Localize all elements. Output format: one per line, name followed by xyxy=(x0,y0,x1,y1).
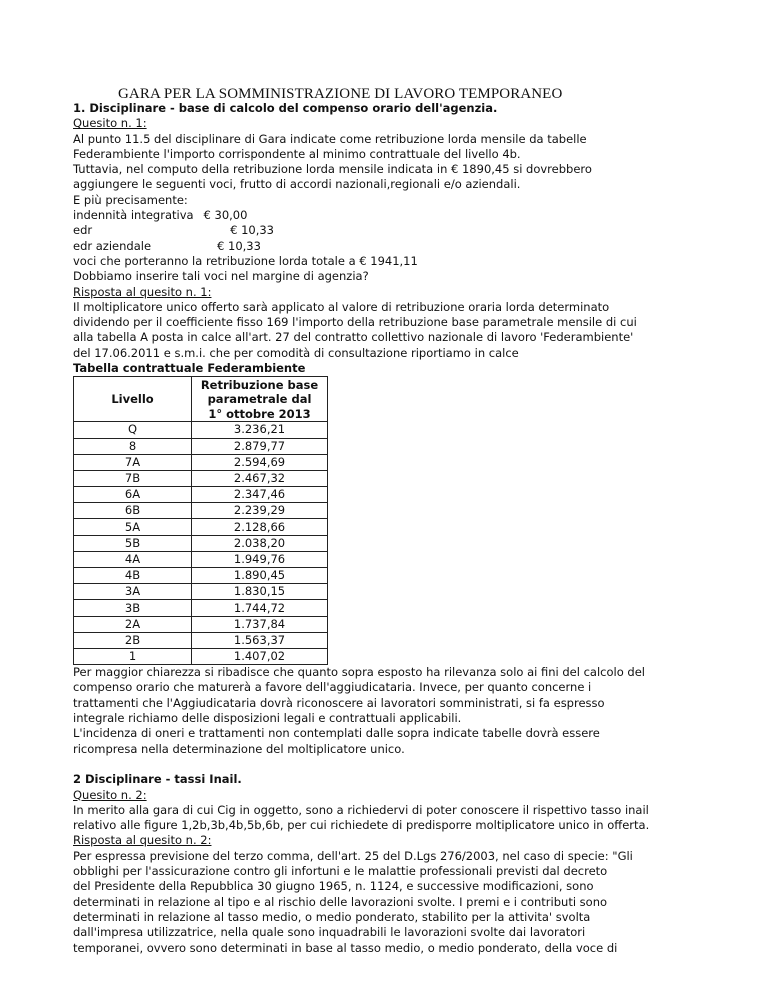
closing-line: ricompresa nella determinazione del moltiplicatore unico. xyxy=(73,741,405,756)
level-cell: 4B xyxy=(74,568,192,584)
table-row xyxy=(74,568,328,584)
question-1-line: aggiungere le seguenti voci, frutto di accordi nazionali,regionali e/o aziendali. xyxy=(73,177,521,192)
level-cell: 6B xyxy=(74,503,192,519)
value-cell: 1.890,45 xyxy=(192,568,328,584)
table-row xyxy=(74,632,328,648)
level-cell: 5A xyxy=(74,519,192,535)
item-label: edr xyxy=(73,223,93,238)
document-title: GARA PER LA SOMMINISTRAZIONE DI LAVORO TEMPORANEO xyxy=(118,86,563,102)
table-row xyxy=(74,470,328,486)
table-row xyxy=(74,648,328,664)
closing-line: Per maggior chiarezza si ribadisce che quanto sopra esposto ha rilevanza solo ai fini del calcolo del xyxy=(73,665,645,680)
answer-2-line: determinati in relazione al tasso medio, o medio ponderato, stabilito per la attivita' svolta xyxy=(73,909,591,924)
level-cell: 6A xyxy=(74,487,192,503)
answer-2-line: temporanei, ovvero sono determinati in base al tasso medio, o medio ponderato, della voce di xyxy=(73,940,618,955)
answer-2-line: obblighi per l'assicurazione contro gli infortuni e le malattie professionali previsti dal decreto xyxy=(73,864,608,879)
section-1-heading: 1. Disciplinare - base di calcolo del compenso orario dell'agenzia. xyxy=(73,101,498,115)
closing-line: trattamenti che l'Aggiudicataria dovrà riconoscere ai lavoratori somministrati, si fa espresso xyxy=(73,695,605,710)
value-cell: 2.347,46 xyxy=(192,487,328,503)
table-row xyxy=(74,454,328,470)
closing-line: compenso orario che maturerà a favore dell'aggiudicataria. Invece, per quanto concerne i xyxy=(73,680,592,695)
level-cell: 5B xyxy=(74,535,192,551)
table-row xyxy=(74,487,328,503)
federambiente-table xyxy=(73,376,328,665)
table-row xyxy=(74,438,328,454)
question-1-line: Federambiente l'importo corrispondente al minimo contrattuale del livello 4b. xyxy=(73,146,521,161)
answer-1-line: Il moltiplicatore unico offerto sarà applicato al valore di retribuzione oraria lorda determinato xyxy=(73,299,610,314)
level-cell: 2A xyxy=(74,616,192,632)
document-body xyxy=(73,101,713,956)
closing-line: integrale richiamo delle disposizioni legali e contrattuali applicabili. xyxy=(73,711,462,726)
level-cell: 1 xyxy=(74,648,192,664)
question-2-label: Quesito n. 2: xyxy=(73,787,147,802)
answer-2-label: Risposta al quesito n. 2: xyxy=(73,833,212,848)
item-amount: € 10,33 xyxy=(230,223,275,238)
value-cell: 1.407,02 xyxy=(192,648,328,664)
value-cell: 2.128,66 xyxy=(192,519,328,535)
answer-1-label: Risposta al quesito n. 1: xyxy=(73,284,212,299)
item-edr-aziendale xyxy=(73,239,713,254)
answer-1-line: del 17.06.2011 e s.m.i. che per comodità di consultazione riportiamo in calce xyxy=(73,345,519,360)
value-cell: 2.038,20 xyxy=(192,535,328,551)
table-title: Tabella contrattuale Federambiente xyxy=(73,361,306,376)
answer-1-line: alla tabella A posta in calce all'art. 27 del contratto collettivo nazionale di lavoro 'Federambiente' xyxy=(73,330,634,345)
level-cell: 4A xyxy=(74,551,192,567)
table-row xyxy=(74,551,328,567)
total-line: voci che porteranno la retribuzione lorda totale a € 1941,11 xyxy=(73,253,418,268)
table-row xyxy=(74,535,328,551)
question-1-line: E più precisamente: xyxy=(73,192,188,207)
header-line: parametrale dal xyxy=(207,392,312,407)
final-question: Dobbiamo inserire tali voci nel margine di agenzia? xyxy=(73,269,369,284)
level-cell: Q xyxy=(74,422,192,438)
header-livello: Livello xyxy=(74,377,192,422)
section-2-heading: 2 Disciplinare - tassi Inail. xyxy=(73,772,242,787)
level-cell: 3B xyxy=(74,600,192,616)
level-cell: 7B xyxy=(74,470,192,486)
item-indennita-integrativa xyxy=(73,208,713,223)
answer-2-line: dall'impresa utilizzatrice, nella quale sono inquadrabili le lavorazioni svolte dai lavoratori xyxy=(73,925,586,940)
header-line: 1° ottobre 2013 xyxy=(208,406,311,421)
question-1-line: Al punto 11.5 del disciplinare di Gara indicate come retribuzione lorda mensile da tabelle xyxy=(73,131,587,146)
answer-2-line: Per espressa previsione del terzo comma, dell'art. 25 del D.Lgs 276/2003, nel caso di specie: "Gli xyxy=(73,848,633,863)
value-cell: 2.879,77 xyxy=(192,438,328,454)
level-cell: 2B xyxy=(74,632,192,648)
value-cell: 3.236,21 xyxy=(192,422,328,438)
level-cell: 3A xyxy=(74,584,192,600)
table-row xyxy=(74,616,328,632)
table-row xyxy=(74,519,328,535)
question-2-line: In merito alla gara di cui Cig in oggetto, sono a richiedervi di poter conoscere il rispettivo tasso inail xyxy=(73,802,649,817)
value-cell: 1.737,84 xyxy=(192,616,328,632)
question-2-line: relativo alle figure 1,2b,3b,4b,5b,6b, per cui richiedete di predisporre moltiplicatore unico in offerta. xyxy=(73,818,650,833)
value-cell: 1.830,15 xyxy=(192,584,328,600)
table-row xyxy=(74,600,328,616)
value-cell: 1.949,76 xyxy=(192,551,328,567)
question-1-line: Tuttavia, nel computo della retribuzione lorda mensile indicata in € 1890,45 si dovrebbero xyxy=(73,162,592,177)
level-cell: 7A xyxy=(74,454,192,470)
question-1-label: Quesito n. 1: xyxy=(73,116,147,131)
item-label: indennità integrativa xyxy=(73,208,194,223)
table-row xyxy=(74,584,328,600)
value-cell: 2.467,32 xyxy=(192,470,328,486)
table-row xyxy=(74,503,328,519)
item-label: edr aziendale xyxy=(73,238,152,253)
table-header-row xyxy=(74,377,328,422)
answer-1-line: dividendo per il coefficiente fisso 169 l'importo della retribuzione base parametrale mensile di cui xyxy=(73,315,637,330)
item-amount: € 30,00 xyxy=(203,208,248,223)
header-retribuzione xyxy=(192,377,328,422)
value-cell: 1.744,72 xyxy=(192,600,328,616)
item-edr xyxy=(73,223,713,238)
answer-2-line: del Presidente della Repubblica 30 giugno 1965, n. 1124, e successive modificazioni, sono xyxy=(73,879,594,894)
closing-line: L'incidenza di oneri e trattamenti non contemplati dalle sopra indicate tabelle dovrà essere xyxy=(73,726,600,741)
level-cell: 8 xyxy=(74,438,192,454)
value-cell: 2.594,69 xyxy=(192,454,328,470)
value-cell: 2.239,29 xyxy=(192,503,328,519)
section-gap xyxy=(73,757,713,772)
table-row xyxy=(74,422,328,438)
value-cell: 1.563,37 xyxy=(192,632,328,648)
answer-2-line: determinati in relazione al tipo e al rischio delle lavorazioni svolte. I premi e i contributi sono xyxy=(73,894,608,909)
header-line: Retribuzione base xyxy=(200,377,319,392)
item-amount: € 10,33 xyxy=(217,238,261,253)
